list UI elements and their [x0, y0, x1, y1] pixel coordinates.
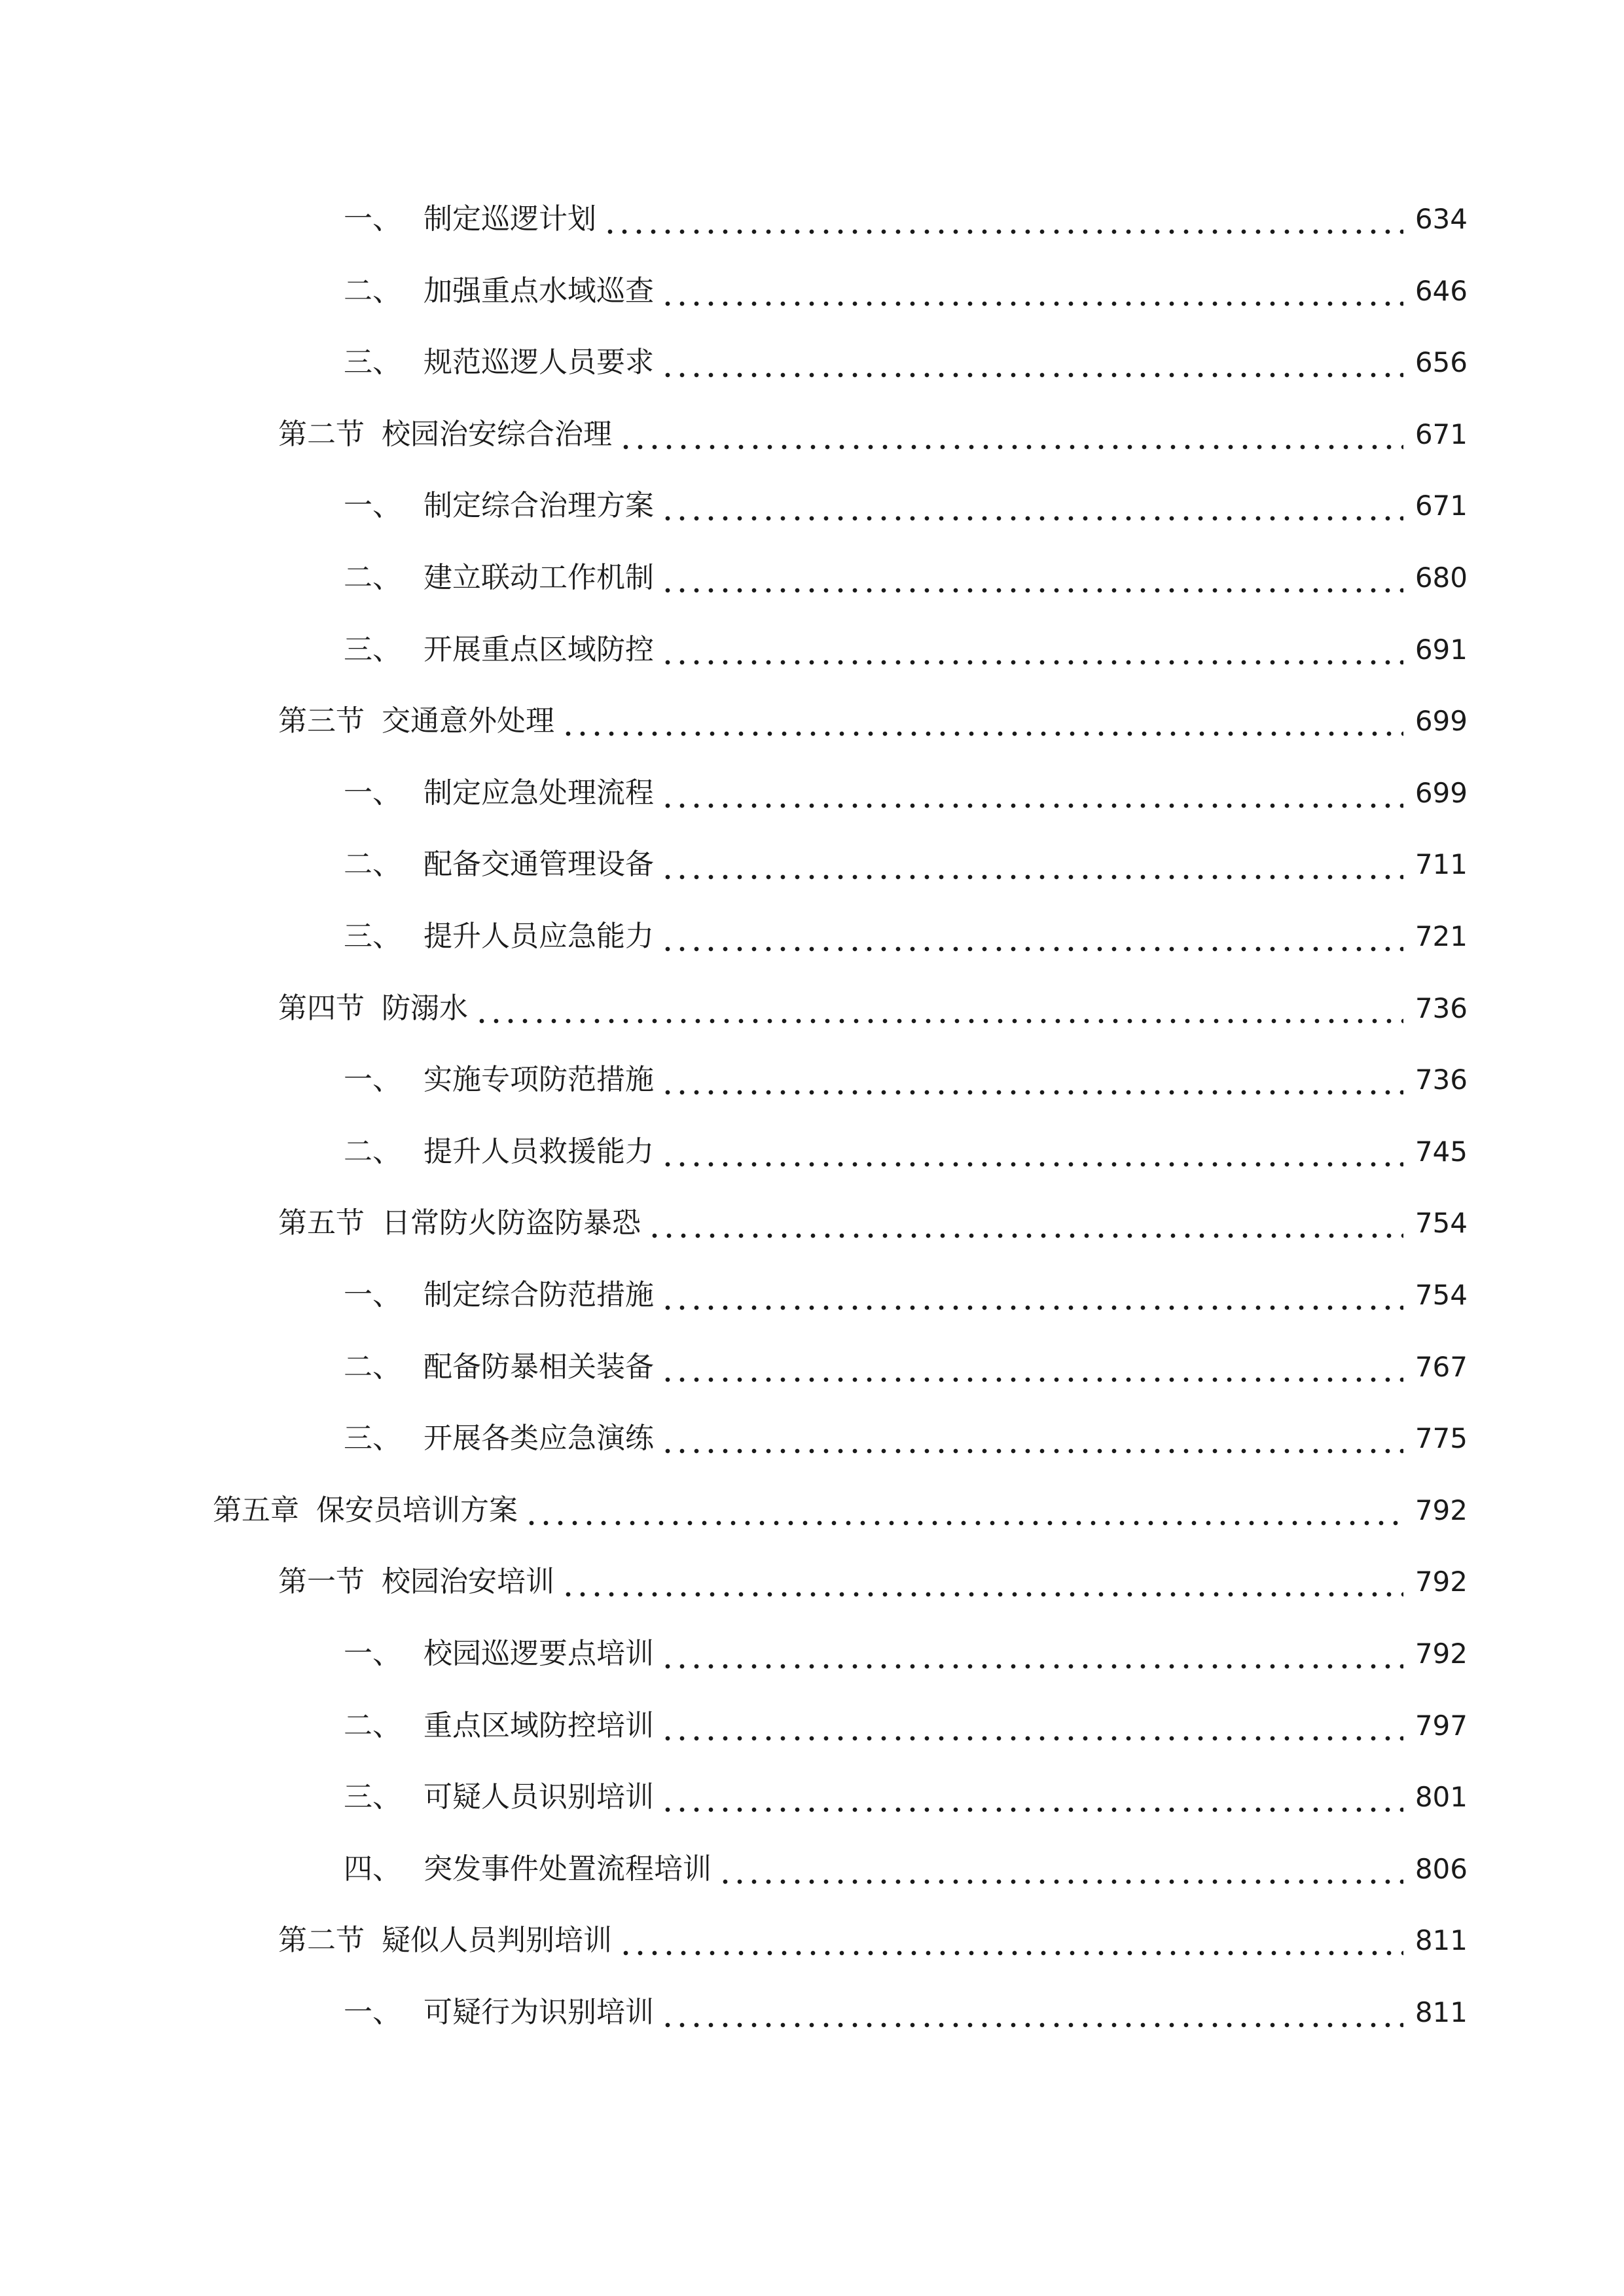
- toc-entry-page-number: 736: [1415, 992, 1468, 1024]
- dot-leader: [660, 1341, 1403, 1393]
- toc-entry-title: 制定巡逻计划: [424, 202, 596, 236]
- toc-entry-item[interactable]: [344, 624, 1468, 676]
- toc-entry-item[interactable]: [344, 193, 1468, 245]
- toc-entry-title: 配备防暴相关装备: [424, 1350, 654, 1384]
- toc-entry-number: 第二节: [278, 1924, 365, 1957]
- toc-entry-title: 开展重点区域防控: [424, 633, 654, 666]
- toc-entry-title: 开展各类应急演练: [424, 1422, 654, 1455]
- toc-entry-title: 疑似人员判别培训: [382, 1924, 612, 1957]
- toc-entry-item[interactable]: [344, 1700, 1468, 1752]
- toc-entry-page-number: 699: [1415, 705, 1468, 737]
- toc-entry-section[interactable]: [278, 408, 1468, 461]
- dot-leader: [660, 336, 1403, 389]
- toc-entry-number: 第一节: [278, 1565, 365, 1598]
- toc-entry-page-number: 792: [1415, 1638, 1468, 1670]
- toc-entry-title: 提升人员应急能力: [424, 920, 654, 953]
- toc-entry-item[interactable]: [344, 1412, 1468, 1465]
- dot-leader: [718, 1843, 1403, 1895]
- dot-leader: [660, 910, 1403, 963]
- toc-entry-item[interactable]: [344, 1269, 1468, 1321]
- toc-entry-page-number: 736: [1415, 1064, 1468, 1096]
- toc-entry-number: 三、: [344, 346, 401, 379]
- dot-leader: [660, 624, 1403, 676]
- toc-entry-section[interactable]: [278, 695, 1468, 747]
- toc-entry-title: 实施专项防范措施: [424, 1063, 654, 1096]
- toc-entry-page-number: 634: [1415, 203, 1468, 235]
- toc-entry-number: 一、: [344, 1063, 401, 1096]
- dot-leader: [647, 1197, 1403, 1249]
- dot-leader: [561, 1556, 1403, 1608]
- toc-entry-number: 二、: [344, 1135, 401, 1168]
- toc-entry-page-number: 721: [1415, 920, 1468, 952]
- dot-leader: [660, 1126, 1403, 1178]
- toc-entry-number: 三、: [344, 1422, 401, 1455]
- dot-leader: [660, 1771, 1403, 1823]
- toc-entry-number: 三、: [344, 1780, 401, 1814]
- toc-entry-chapter[interactable]: [213, 1484, 1468, 1537]
- dot-leader: [660, 1628, 1403, 1680]
- toc-entry-number: 第二节: [278, 418, 365, 451]
- toc-entry-title: 规范巡逻人员要求: [424, 346, 654, 379]
- dot-leader: [475, 982, 1403, 1035]
- toc-entry-title: 校园巡逻要点培训: [424, 1637, 654, 1670]
- toc-entry-number: 二、: [344, 274, 401, 308]
- toc-entry-title: 交通意外处理: [382, 704, 554, 738]
- toc-entry-number: 一、: [344, 1996, 401, 2029]
- toc-entry-item[interactable]: [344, 838, 1468, 891]
- toc-entry-page-number: 691: [1415, 634, 1468, 666]
- toc-entry-item[interactable]: [344, 1986, 1468, 2039]
- dot-leader: [660, 1986, 1403, 2039]
- toc-entry-item[interactable]: [344, 910, 1468, 963]
- dot-leader: [660, 552, 1403, 604]
- toc-entry-page-number: 711: [1415, 848, 1468, 880]
- toc-entry-title: 提升人员救援能力: [424, 1135, 654, 1168]
- toc-entry-page-number: 671: [1415, 490, 1468, 522]
- toc-entry-title: 保安员培训方案: [316, 1494, 518, 1527]
- toc-entry-number: 二、: [344, 561, 401, 594]
- toc-entry-page-number: 671: [1415, 418, 1468, 450]
- toc-entry-number: 二、: [344, 1350, 401, 1384]
- toc-entry-number: 第五节: [278, 1206, 365, 1240]
- toc-entry-section[interactable]: [278, 1914, 1468, 1967]
- dot-leader: [603, 193, 1403, 245]
- toc-entry-item[interactable]: [344, 1341, 1468, 1393]
- dot-leader: [660, 480, 1403, 532]
- toc-entry-title: 校园治安综合治理: [382, 418, 612, 451]
- toc-entry-number: 一、: [344, 489, 401, 522]
- toc-entry-page-number: 792: [1415, 1566, 1468, 1598]
- toc-entry-title: 配备交通管理设备: [424, 848, 654, 881]
- toc-entry-number: 一、: [344, 776, 401, 810]
- toc-entry-section[interactable]: [278, 982, 1468, 1035]
- toc-entry-page-number: 801: [1415, 1781, 1468, 1813]
- toc-entry-item[interactable]: [344, 336, 1468, 389]
- toc-entry-section[interactable]: [278, 1556, 1468, 1608]
- toc-entry-number: 一、: [344, 202, 401, 236]
- dot-leader: [660, 265, 1403, 317]
- toc-entry-title: 制定综合防范措施: [424, 1278, 654, 1312]
- toc-entry-item[interactable]: [344, 265, 1468, 317]
- dot-leader: [660, 1054, 1403, 1106]
- toc-entry-item[interactable]: [344, 767, 1468, 819]
- toc-entry-title: 校园治安培训: [382, 1565, 554, 1598]
- dot-leader: [619, 1914, 1403, 1967]
- toc-entry-page-number: 699: [1415, 777, 1468, 809]
- toc-entry-page-number: 811: [1415, 1924, 1468, 1956]
- toc-entry-number: 第四节: [278, 992, 365, 1025]
- toc-entry-number: 三、: [344, 633, 401, 666]
- toc-entry-title: 重点区域防控培训: [424, 1709, 654, 1742]
- toc-entry-item[interactable]: [344, 480, 1468, 532]
- toc-entry-item[interactable]: [344, 1628, 1468, 1680]
- toc-entry-page-number: 680: [1415, 562, 1468, 594]
- toc-entry-page-number: 797: [1415, 1710, 1468, 1742]
- toc-entry-section[interactable]: [278, 1197, 1468, 1249]
- dot-leader: [660, 767, 1403, 819]
- dot-leader: [660, 1700, 1403, 1752]
- toc-entry-title: 可疑人员识别培训: [424, 1780, 654, 1814]
- toc-entry-number: 三、: [344, 920, 401, 953]
- dot-leader: [660, 1412, 1403, 1465]
- toc-entry-number: 一、: [344, 1278, 401, 1312]
- toc-entry-title: 制定综合治理方案: [424, 489, 654, 522]
- toc-entry-number: 第三节: [278, 704, 365, 738]
- toc-entry-item[interactable]: [344, 1771, 1468, 1823]
- toc-entry-number: 四、: [344, 1852, 401, 1886]
- dot-leader: [660, 838, 1403, 891]
- toc-entry-page-number: 792: [1415, 1494, 1468, 1526]
- toc-entry-page-number: 754: [1415, 1207, 1468, 1239]
- toc-entry-page-number: 754: [1415, 1279, 1468, 1311]
- toc-entry-number: 二、: [344, 1709, 401, 1742]
- dot-leader: [561, 695, 1403, 747]
- toc-entry-item[interactable]: [344, 1126, 1468, 1178]
- toc-entry-item[interactable]: [344, 552, 1468, 604]
- toc-entry-title: 制定应急处理流程: [424, 776, 654, 810]
- toc-entry-page-number: 745: [1415, 1136, 1468, 1168]
- toc-entry-title: 加强重点水域巡查: [424, 274, 654, 308]
- toc-entry-page-number: 656: [1415, 346, 1468, 378]
- toc-entry-number: 一、: [344, 1637, 401, 1670]
- toc-entry-page-number: 811: [1415, 1996, 1468, 2028]
- toc-entry-title: 防溺水: [382, 992, 468, 1025]
- toc-entry-title: 可疑行为识别培训: [424, 1996, 654, 2029]
- toc-entry-page-number: 775: [1415, 1422, 1468, 1454]
- toc-entry-page-number: 646: [1415, 275, 1468, 307]
- dot-leader: [619, 408, 1403, 461]
- toc-entry-number: 二、: [344, 848, 401, 881]
- toc-entry-title: 突发事件处置流程培训: [424, 1852, 712, 1886]
- dot-leader: [524, 1484, 1403, 1537]
- toc-entry-number: 第五章: [213, 1494, 299, 1527]
- toc-entry-page-number: 806: [1415, 1853, 1468, 1885]
- toc-entry-page-number: 767: [1415, 1351, 1468, 1383]
- toc-entry-title: 日常防火防盗防暴恐: [382, 1206, 641, 1240]
- toc-entry-item[interactable]: [344, 1843, 1468, 1895]
- toc-entry-item[interactable]: [344, 1054, 1468, 1106]
- toc-entry-title: 建立联动工作机制: [424, 561, 654, 594]
- dot-leader: [660, 1269, 1403, 1321]
